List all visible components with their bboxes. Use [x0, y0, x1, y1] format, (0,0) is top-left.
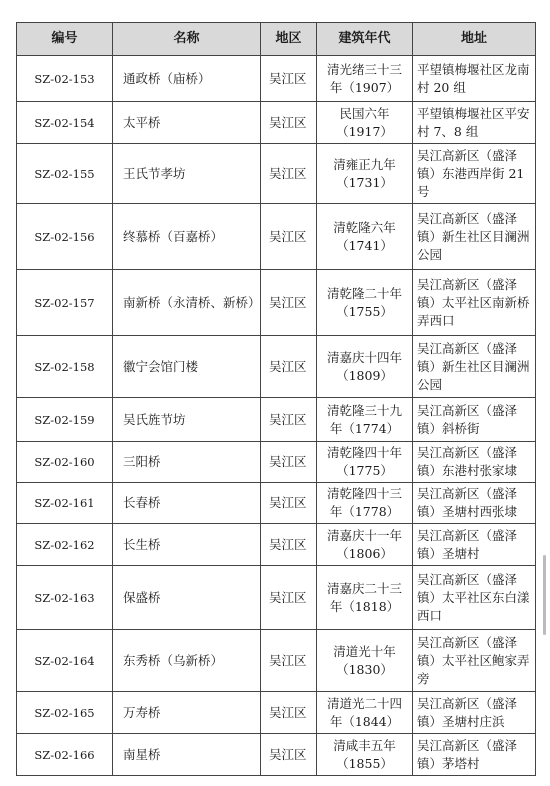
cell-code: SZ-02-163 — [17, 566, 113, 630]
cell-name: 保盛桥 — [113, 566, 261, 630]
heritage-table — [16, 22, 536, 776]
cell-address: 平望镇梅堰社区平安村 7、8 组 — [413, 102, 536, 144]
cell-region: 吴江区 — [261, 144, 317, 204]
cell-address: 吴江高新区（盛泽镇）圣塘村西张埭 — [413, 483, 536, 524]
cell-address: 平望镇梅堰社区龙南村 20 组 — [413, 56, 536, 102]
table-row — [17, 336, 536, 398]
cell-code: SZ-02-165 — [17, 692, 113, 734]
cell-name: 三阳桥 — [113, 442, 261, 483]
cell-era: 清道光十年（1830） — [317, 630, 413, 692]
cell-name: 长生桥 — [113, 524, 261, 566]
cell-region: 吴江区 — [261, 336, 317, 398]
cell-address: 吴江高新区（盛泽镇）斜桥街 — [413, 398, 536, 442]
cell-code: SZ-02-161 — [17, 483, 113, 524]
cell-name: 万寿桥 — [113, 692, 261, 734]
cell-region: 吴江区 — [261, 566, 317, 630]
table-row — [17, 734, 536, 776]
table-row — [17, 483, 536, 524]
cell-address: 吴江高新区（盛泽镇）圣塘村 — [413, 524, 536, 566]
cell-name: 南新桥（永清桥、新桥） — [113, 270, 261, 336]
table-row — [17, 630, 536, 692]
cell-code: SZ-02-166 — [17, 734, 113, 776]
cell-code: SZ-02-160 — [17, 442, 113, 483]
table-header — [17, 23, 536, 56]
cell-name: 太平桥 — [113, 102, 261, 144]
header-name: 名称 — [113, 23, 261, 56]
cell-code: SZ-02-153 — [17, 56, 113, 102]
cell-era: 清乾隆二十年（1755） — [317, 270, 413, 336]
cell-region: 吴江区 — [261, 398, 317, 442]
header-address: 地址 — [413, 23, 536, 56]
cell-name: 长春桥 — [113, 483, 261, 524]
table-row — [17, 398, 536, 442]
cell-region: 吴江区 — [261, 204, 317, 270]
header-era: 建筑年代 — [317, 23, 413, 56]
cell-code: SZ-02-156 — [17, 204, 113, 270]
cell-era: 清乾隆三十九年（1774） — [317, 398, 413, 442]
cell-era: 清乾隆四十年（1775） — [317, 442, 413, 483]
cell-era: 清道光二十四年（1844） — [317, 692, 413, 734]
cell-region: 吴江区 — [261, 270, 317, 336]
table-row — [17, 56, 536, 102]
table-body — [17, 56, 536, 776]
cell-era: 清乾隆四十三年（1778） — [317, 483, 413, 524]
cell-address: 吴江高新区（盛泽镇）新生社区目澜洲公园 — [413, 204, 536, 270]
cell-region: 吴江区 — [261, 442, 317, 483]
scrollbar-thumb[interactable] — [543, 555, 546, 635]
cell-address: 吴江高新区（盛泽镇）太平社区鲍家弄旁 — [413, 630, 536, 692]
cell-era: 清咸丰五年（1855） — [317, 734, 413, 776]
cell-era: 清光绪三十三年（1907） — [317, 56, 413, 102]
header-row — [17, 23, 536, 56]
cell-address: 吴江高新区（盛泽镇）东港村张家埭 — [413, 442, 536, 483]
cell-code: SZ-02-159 — [17, 398, 113, 442]
cell-era: 清乾隆六年（1741） — [317, 204, 413, 270]
header-region: 地区 — [261, 23, 317, 56]
header-code: 编号 — [17, 23, 113, 56]
cell-era: 清雍正九年（1731） — [317, 144, 413, 204]
cell-code: SZ-02-157 — [17, 270, 113, 336]
cell-name: 通政桥（庙桥） — [113, 56, 261, 102]
cell-era: 清嘉庆十四年（1809） — [317, 336, 413, 398]
table-row — [17, 566, 536, 630]
cell-address: 吴江高新区（盛泽镇）新生社区目澜洲公园 — [413, 336, 536, 398]
cell-code: SZ-02-154 — [17, 102, 113, 144]
table-row — [17, 102, 536, 144]
cell-address: 吴江高新区（盛泽镇）东港西岸街 21 号 — [413, 144, 536, 204]
table-row — [17, 524, 536, 566]
cell-address: 吴江高新区（盛泽镇）太平社区东白漾西口 — [413, 566, 536, 630]
cell-address: 吴江高新区（盛泽镇）茅塔村 — [413, 734, 536, 776]
cell-name: 南星桥 — [113, 734, 261, 776]
cell-code: SZ-02-155 — [17, 144, 113, 204]
table-row — [17, 144, 536, 204]
table-row — [17, 442, 536, 483]
cell-name: 王氏节孝坊 — [113, 144, 261, 204]
table-row — [17, 270, 536, 336]
cell-code: SZ-02-158 — [17, 336, 113, 398]
cell-era: 清嘉庆十一年（1806） — [317, 524, 413, 566]
cell-era: 清嘉庆二十三年（1818） — [317, 566, 413, 630]
cell-name: 东秀桥（乌新桥） — [113, 630, 261, 692]
cell-address: 吴江高新区（盛泽镇）太平社区南新桥弄西口 — [413, 270, 536, 336]
cell-region: 吴江区 — [261, 483, 317, 524]
cell-region: 吴江区 — [261, 524, 317, 566]
cell-name: 吴氏旌节坊 — [113, 398, 261, 442]
table-row — [17, 692, 536, 734]
cell-code: SZ-02-162 — [17, 524, 113, 566]
table-row — [17, 204, 536, 270]
cell-region: 吴江区 — [261, 102, 317, 144]
cell-region: 吴江区 — [261, 692, 317, 734]
cell-region: 吴江区 — [261, 734, 317, 776]
cell-region: 吴江区 — [261, 56, 317, 102]
cell-code: SZ-02-164 — [17, 630, 113, 692]
cell-address: 吴江高新区（盛泽镇）圣塘村庄浜 — [413, 692, 536, 734]
cell-name: 终慕桥（百嘉桥） — [113, 204, 261, 270]
cell-region: 吴江区 — [261, 630, 317, 692]
cell-era: 民国六年（1917） — [317, 102, 413, 144]
cell-name: 徽宁会馆门楼 — [113, 336, 261, 398]
